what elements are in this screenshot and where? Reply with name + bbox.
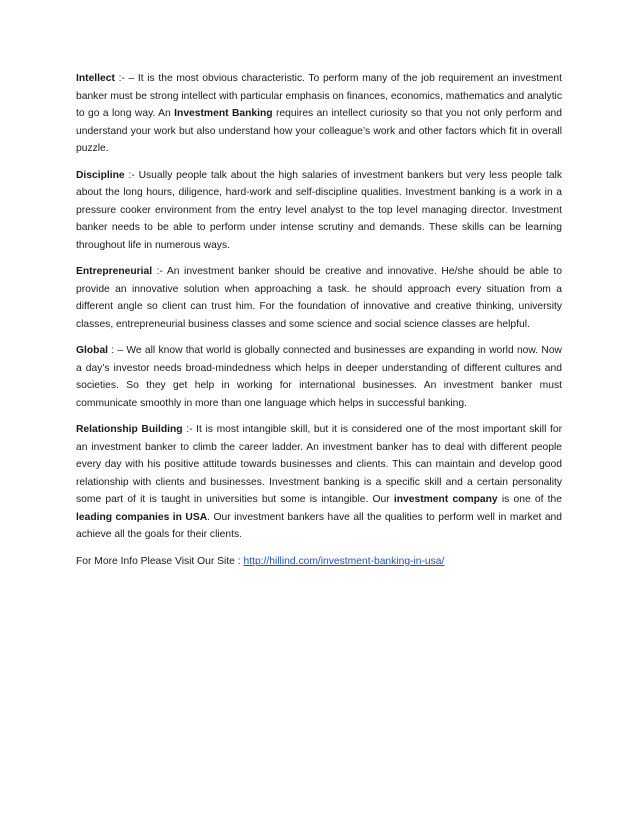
paragraph-relationship-body: :- It is most intangible skill, but it is considered one of the most important skill for an investment banker to climb the career ladder. An investment banker has to deal with different people every day with his positive attitude towards businesses and clients. This can maintain and develop good relationship with clients and businesses. Investment banking is a specific skill and a certain personality some part of it is taught in universities but some is intangible. Our [76, 424, 563, 505]
paragraph-relationship-building [76, 421, 562, 544]
heading-discipline: Discipline [76, 169, 125, 181]
site-link[interactable]: http://hillind.com/investment-banking-in-usa/ [243, 555, 445, 567]
paragraph-discipline-body: :- Usually people talk about the high salaries of investment bankers but very less people talk about the long hours, diligence, hard-work and self-discipline qualities. Investment banking is a work in a pressure cooker environment from the entry level analyst to the top level managing director. Investment banker needs to be able to perform under intense scrutiny and demands. These skills can be learning throughout life in numerous ways. [76, 169, 562, 251]
paragraph-global [76, 342, 562, 412]
paragraph-entrepreneurial [76, 263, 562, 333]
paragraph-intellect-body-end: requires an intellect curiosity so that you not only perform and understand your work but also understand how your colleague’s work and other factors which fit in overall puzzle. [76, 108, 562, 154]
heading-entrepreneurial: Entrepreneurial [76, 266, 153, 277]
paragraph-intellect-body: :- – It is the most obvious characteristic. To perform many of the job requirement an investment banker must be strong intellect with particular emphasis on finances, economics, mathematics and analytic to go a long way. An [76, 73, 562, 119]
paragraph-discipline [76, 167, 562, 255]
bold-leading-companies: leading companies in USA [76, 511, 208, 523]
heading-relationship-building: Relationship Building [76, 424, 183, 435]
footer-prefix: For More Info Please Visit Our Site : [76, 555, 244, 567]
heading-global: Global [76, 345, 109, 356]
bold-investment-company: investment company [393, 494, 498, 505]
footer-visit-line [76, 553, 562, 571]
document-page [76, 70, 562, 579]
bold-investment-banking: Investment Banking [174, 108, 273, 119]
paragraph-intellect [76, 70, 562, 158]
heading-intellect: Intellect [76, 73, 115, 84]
paragraph-entrepreneurial-body: :- An investment banker should be creative and innovative. He/she should be able to provide an innovative solution when approaching a task. he should approach every situation from a different angle so client can trust him. For the foundation of innovative and creative thinking, university classes, entrepreneurial business classes and some science and social science classes are helpful. [76, 266, 562, 330]
paragraph-relationship-body-end: . Our investment bankers have all the qualities to perform well in market and achieve all the goals for their clients. [76, 511, 563, 540]
paragraph-global-body: : – We all know that world is globally connected and businesses are expanding in world now. Now a day’s investor needs broad-mindedness which helps in deeper understanding of different cultures and societies. So they get help in working for international businesses. An investment banker must communicate smoothly in more than one language which helps in successful banking. [76, 345, 562, 409]
paragraph-relationship-body-mid: is one of the [497, 494, 562, 505]
